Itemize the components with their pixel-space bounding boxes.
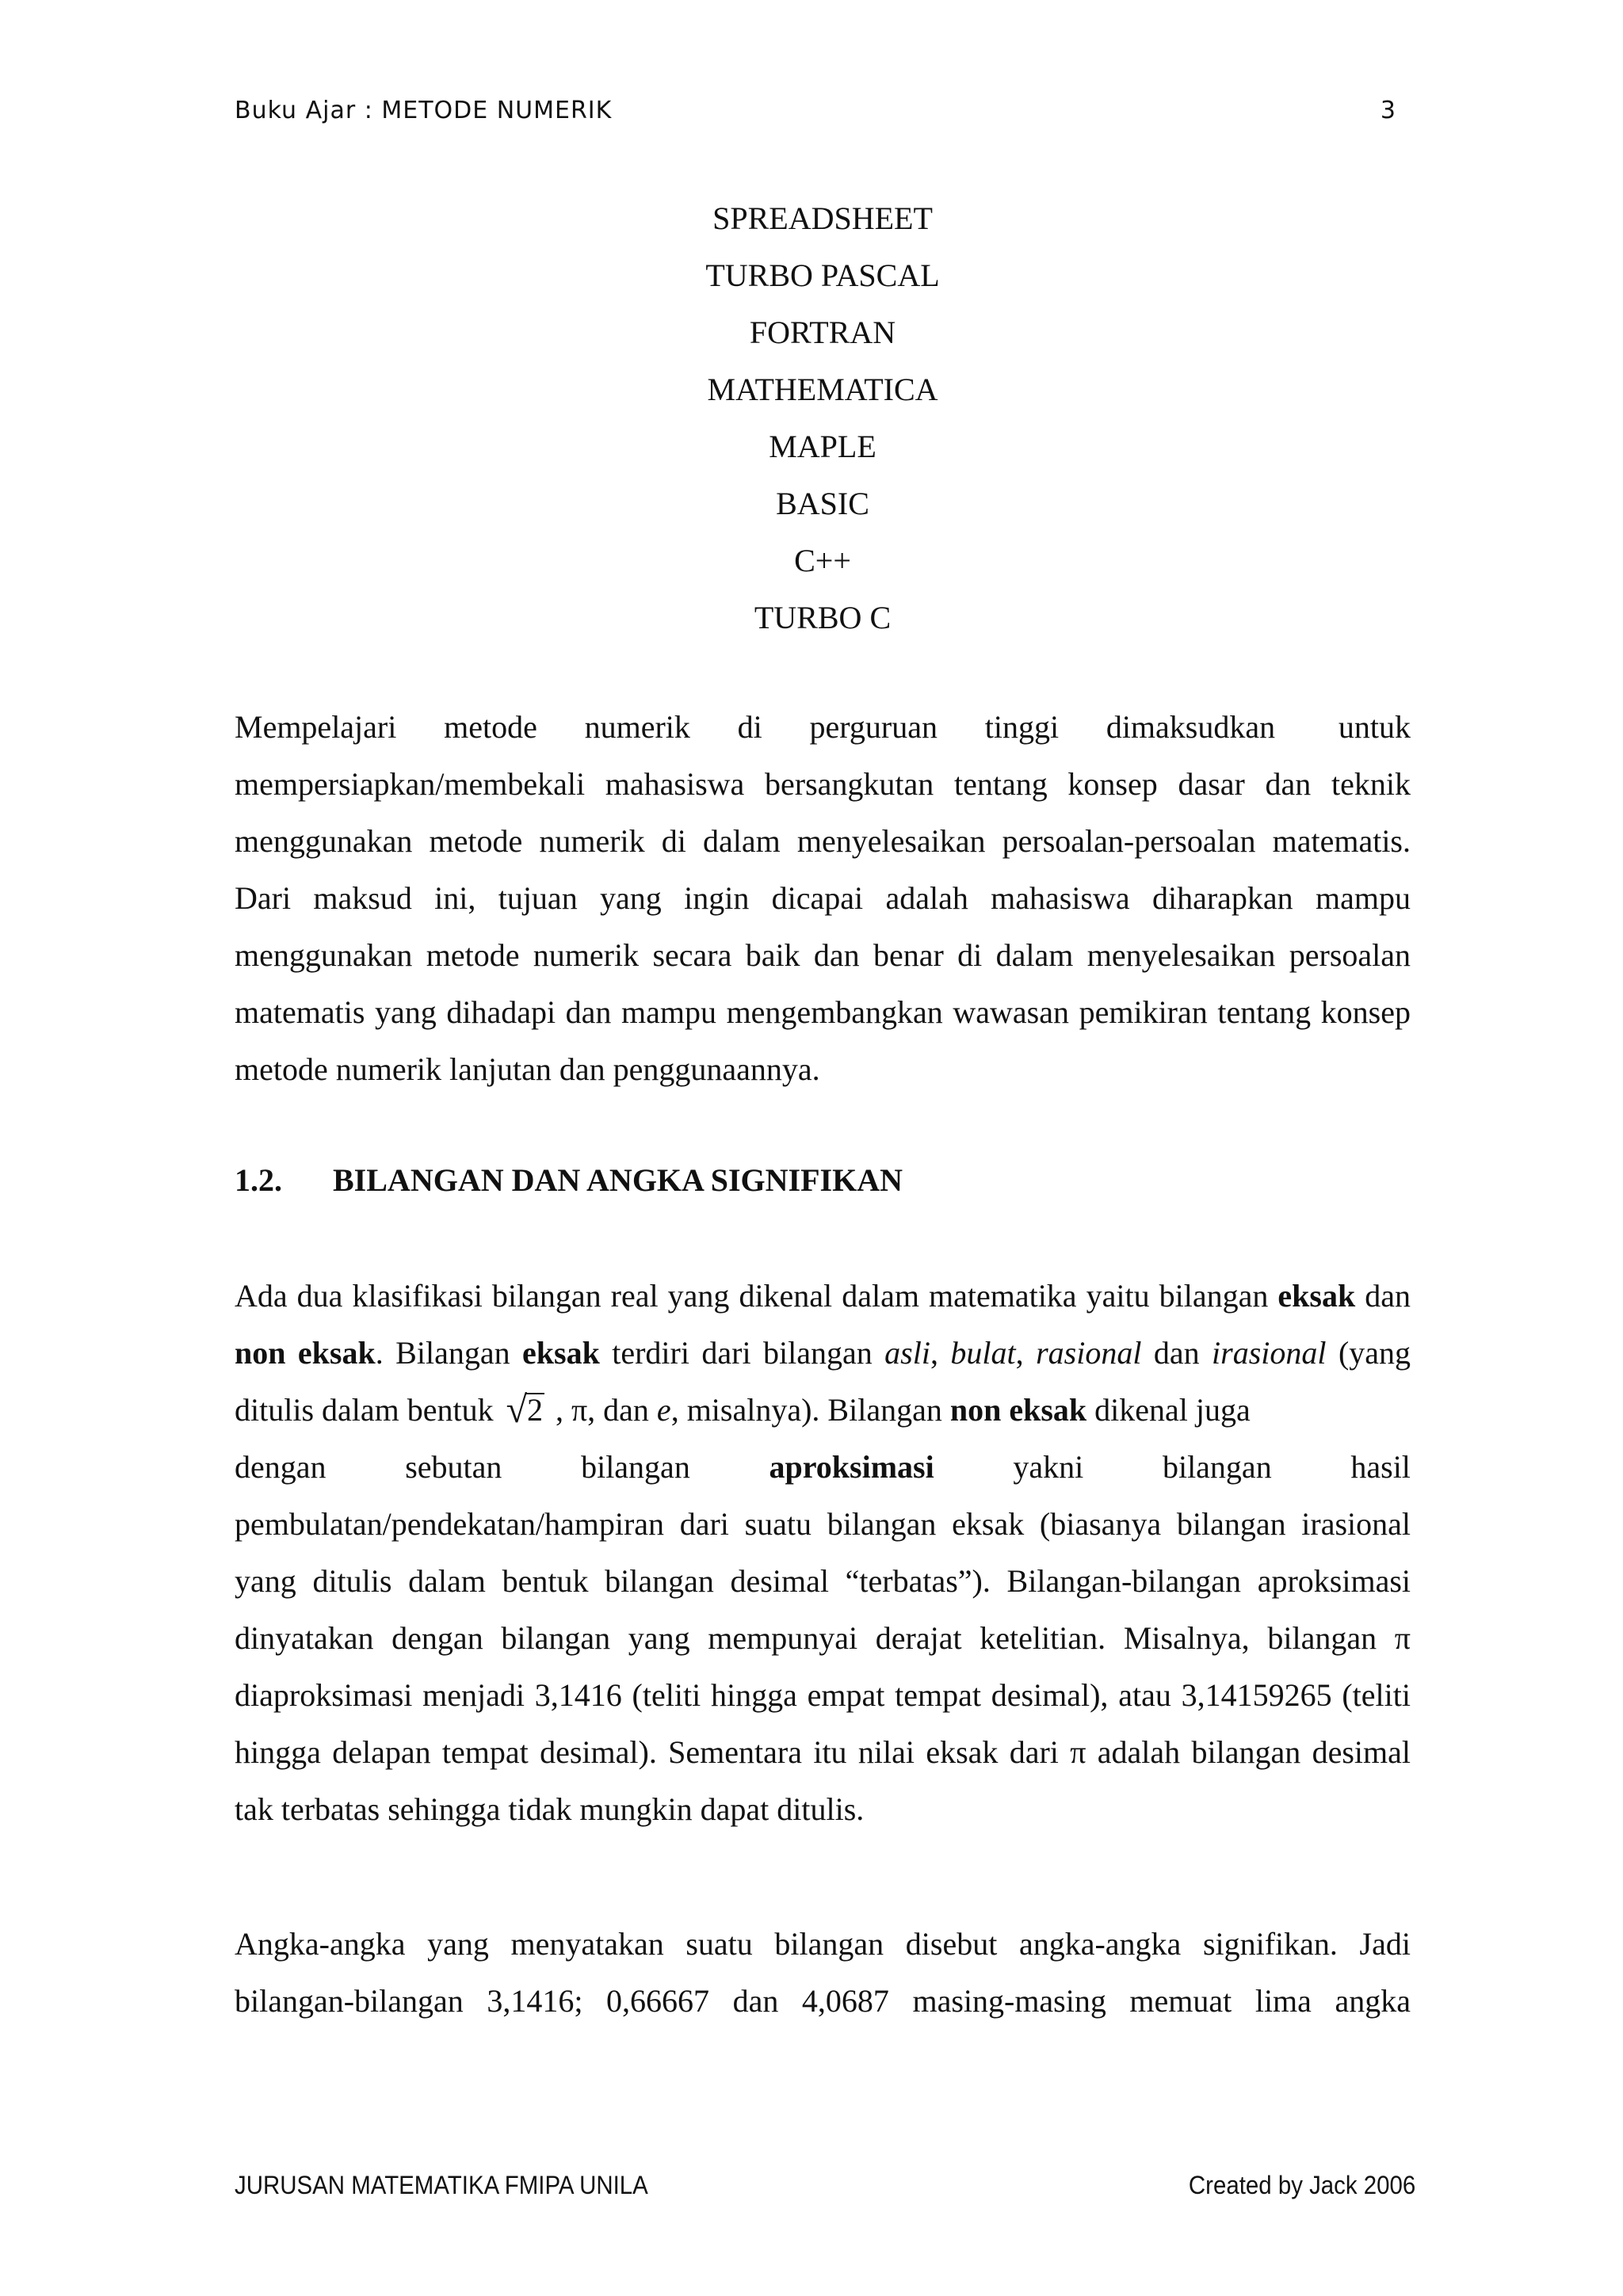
radical-sign: √ [506, 1389, 527, 1431]
paragraph-text: pembulatan/pendekatan/hampiran dari suatu bilangan eksak (biasanya bilangan irasional yang ditulis dalam bentuk bilangan desimal “terbatas”). Bilangan-bilangan aproksimasi dinyatakan dengan bilangan yang mempunyai derajat ketelitian. Misalnya, bilangan π diaproksimasi menjadi 3,1416 (teliti hingga empat tempat desimal), atau 3,14159265 (teliti hingga delapan tempat desimal). Sementara itu nilai eksak dari π adalah bilangan desimal tak terbatas sehingga tidak mungkin dapat ditulis. [235, 1506, 1411, 1827]
italic-term: asli [884, 1335, 930, 1371]
section-title: BILANGAN DAN ANGKA SIGNIFIKAN [333, 1162, 903, 1198]
text-run: Ada dua klasifikasi bilangan real yang dikenal dalam matematika yaitu bilangan [235, 1278, 1278, 1314]
paragraph-significant-digits [235, 1916, 1411, 2030]
text-run: , [930, 1335, 951, 1371]
italic-term: rasional [1036, 1335, 1142, 1371]
text-run: , misalnya). Bilangan [670, 1392, 950, 1428]
word: dimaksudkan [1106, 709, 1276, 745]
software-item: MAPLE [769, 429, 876, 464]
word: metode [444, 709, 537, 745]
text-run: dikenal juga [1086, 1392, 1251, 1428]
paragraph-first-line [235, 699, 1411, 756]
word: untuk [1338, 709, 1411, 745]
text-run: terdiri dari bilangan [599, 1335, 885, 1371]
running-header [235, 97, 1396, 136]
italic-term: e [656, 1392, 671, 1428]
text-run: dan [1355, 1278, 1411, 1314]
word: yakni [1013, 1449, 1084, 1485]
section-number: 1.2. [235, 1162, 282, 1198]
running-footer [235, 2171, 1415, 2210]
software-list [235, 190, 1411, 646]
bold-term: aproksimasi [769, 1449, 934, 1485]
book-title: Buku Ajar : METODE NUMERIK [235, 97, 613, 124]
text-run: dan [1141, 1335, 1212, 1371]
word: sebutan [405, 1449, 502, 1485]
word: bilangan [581, 1449, 690, 1485]
italic-term: bulat [950, 1335, 1016, 1371]
paragraph-text: mempersiapkan/membekali mahasiswa bersangkutan tentang konsep dasar dan teknik menggunakan metode numerik di dalam menyelesaikan persoalan-persoalan matematis. Dari maksud ini, tujuan yang ingin dicapai adalah mahasiswa diharapkan mampu menggunakan metode numerik secara baik dan benar di dalam menyelesaikan persoalan matematis yang dihadapi dan mampu mengembangkan wawasan pemikiran tentang konsep metode numerik lanjutan dan penggunaannya. [235, 766, 1411, 1087]
bold-term: non eksak [235, 1335, 376, 1371]
italic-term: irasional [1212, 1335, 1327, 1371]
paragraph-text: Angka-angka yang menyatakan suatu bilangan disebut angka-angka signifikan. Jadi bilangan-bilangan 3,1416; 0,66667 dan 4,0687 masing-masing memuat lima angka [235, 1926, 1411, 2019]
word: hasil [1350, 1449, 1411, 1485]
software-item: BASIC [776, 486, 869, 521]
word: numerik [584, 709, 690, 745]
bold-term: eksak [522, 1335, 600, 1371]
software-item: TURBO C [754, 600, 892, 635]
section-heading [235, 1152, 903, 1209]
bold-term: eksak [1277, 1278, 1356, 1314]
text-run: , π, dan [547, 1392, 657, 1428]
paragraph-number-classification [235, 1268, 1411, 1838]
page-number: 3 [1380, 97, 1396, 124]
department-name: JURUSAN MATEMATIKA FMIPA UNILA [235, 2171, 648, 2199]
software-item: MATHEMATICA [707, 372, 938, 407]
word: bilangan [1162, 1449, 1272, 1485]
text-run: (yang ditulis dalam bentuk [235, 1335, 1411, 1428]
software-item: SPREADSHEET [712, 200, 933, 236]
word: dengan [235, 1449, 327, 1485]
word: perguruan [809, 709, 938, 745]
bold-term: non eksak [949, 1392, 1087, 1428]
paragraph-intro [235, 1268, 1411, 1439]
author-credit: Created by Jack 2006 [1188, 2171, 1415, 2199]
paragraph-spread-line [235, 1439, 1411, 1496]
word: Mempelajari [235, 709, 397, 745]
text-run: , [1015, 1335, 1037, 1371]
square-root-expression [506, 1382, 544, 1439]
word: di [737, 709, 762, 745]
word: tinggi [984, 709, 1060, 745]
radicand: 2 [526, 1392, 543, 1428]
text-run: . Bilangan [375, 1335, 522, 1371]
software-item: TURBO PASCAL [705, 257, 940, 293]
paragraph-purpose [235, 699, 1411, 1098]
software-item: FORTRAN [749, 315, 896, 350]
software-item: C++ [794, 543, 851, 578]
